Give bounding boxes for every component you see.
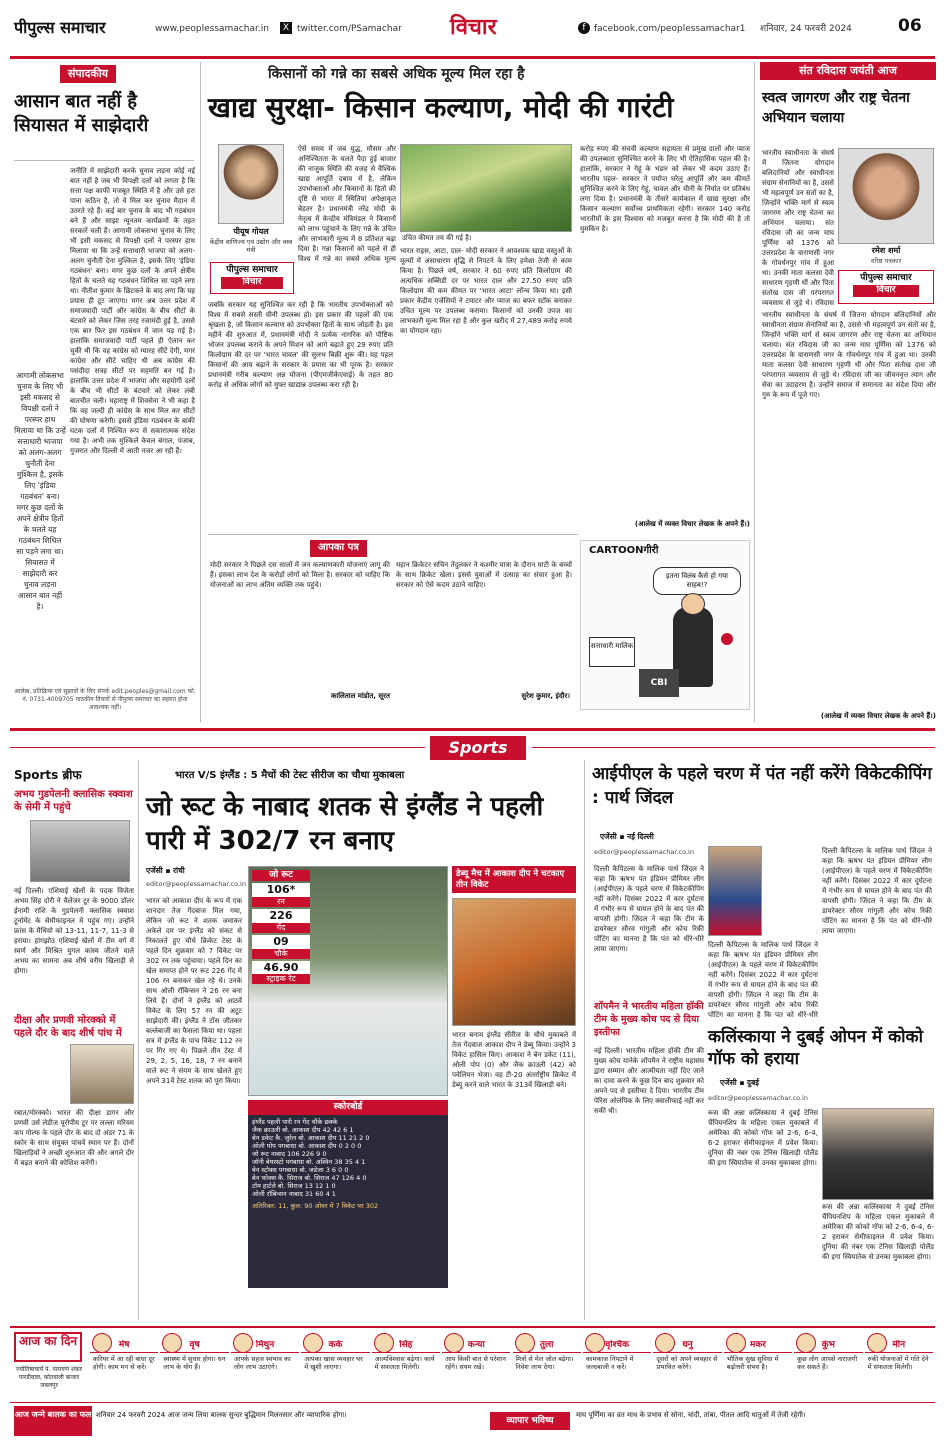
ipl-body-cont2: दिल्ली कैपिटल्स के मालिक पार्थ जिंदल ने कहा कि ऋषभ पंत इंडियन प्रीमियर लीग (आईपीएल) के पहले चरण में विकेटकीपिंग नहीं करेंगे। दिसंबर 2022 में कार दुर्घटना में गंभीर रूप से घायल होने के बाद पंत की वापसी होगी। जिंदल ने कहा कि टीम के डायरेक्टर सौरव गांगुली और कोच रिकी पोंटिंग का मानना है कि पंत को धीरे-धीरे लाया जाएगा। <box>822 847 932 935</box>
brief-2-headline: दीक्षा और प्रणवी मोरक्को में पहले दौर के बाद शीर्ष पांच में <box>14 1015 122 1039</box>
ipl-body: दिल्ली कैपिटल्स के मालिक पार्थ जिंदल ने कहा कि ऋषभ पंत इंडियन प्रीमियर लीग (आईपीएल) के पहले चरण में विकेटकीपिंग नहीं करेंगे। दिसंबर 2022 में कार दुर्घटना में गंभीर रूप से घायल होने के बाद पंत की वापसी होगी। जिंदल ने कहा कि टीम के डायरेक्टर सौरव गांगुली और कोच रिकी पोंटिंग का मानना है कि पंत को धीरे-धीरे लाया जाएगा। <box>594 865 704 953</box>
brief-1-headline: अभय गुडपेलनी क्लासिक स्क्वाश के सेमी में पहुंचे <box>14 789 133 813</box>
twitter-icon: X <box>280 22 292 34</box>
zodiac-text: आपके सहज स्वभाव का लोग लाभ उठाएंगे। <box>233 1355 291 1371</box>
lead-footer: (आलेख में व्यक्त विचार लेखक के अपने हैं।) <box>634 520 750 528</box>
letter-2-author: सुरेश कुमार, इंदौर। <box>521 692 570 700</box>
lead-photo-caption: उचित कीमत तय की गई है। <box>402 234 472 242</box>
scoreboard-row: ओली पोप पगबाधा बो. आकाश दीप 0 2 0 0 <box>252 1142 362 1151</box>
zodiac-text: आपका खास व्यवहार घर में खुशी लाएगा। <box>304 1355 363 1371</box>
letter-2: महान क्रिकेटर सचिन तेंदुलकर ने कश्मीर यात्रा के दौरान घाटी के बच्चों के साथ क्रिकेट खेला। इससे युवाओं में उत्साह का संचार हुआ है। सरकार को ऐसे कदम उठाने चाहिए। <box>396 561 572 589</box>
zodiac-text: कुछ लोग आपसे नाराजगी कर सकते हैं। <box>797 1355 858 1371</box>
zodiac-icon <box>585 1333 605 1353</box>
zodiac-name: कन्या <box>442 1340 510 1353</box>
scoreboard-row: अतिरिक्त: 11, कुल: 90 ओवर में 7 विकेट पर 302 <box>252 1202 379 1211</box>
zodiac-name: कर्क <box>301 1340 369 1353</box>
zodiac-name: वृष <box>160 1340 228 1353</box>
lead-headline: खाद्य सुरक्षा- किसान कल्याण, मोदी की गारंटी <box>208 91 674 124</box>
cartoon-speech: इतना विलंब कैसे हो गया साहब!? <box>653 567 741 595</box>
scoreboard-title: स्कोरबोर्ड <box>248 1100 448 1115</box>
cricket-byline: एजेंसी ▪ रांची <box>146 866 185 875</box>
right-body-cont: भारतीय स्वाधीनता के संघर्ष में जितना योगदान बलिदानियों और स्वाधीनता संग्राम सेनानियों का है, उससे भी महत्वपूर्ण उन संतों का है, जिन्होंने भक्ति मार्ग से स्वत्व जागरण और राष्ट्र चेतना का अभियान चलाया। संत रविदास जी का जन्म माघ पूर्णिमा को 1376 को उत्तरप्रदेश के वाराणसी नगर के गोवर्धनपुर गांव में हुआ था। उनकी माता कलसा देवी साधारण गृहणी थीं और पिता संतोख दास जी परंपरागत व्यवसाय से जुड़े थे। रविदास जी का जीवनवृत्त त्याग और सेवा का उदाहरण है। उन्होंने समाज में समानता का संदेश दिया और गुरु के रूप में पूजे गए। <box>762 311 936 399</box>
hockey-headline: शॉपमैन ने भारतीय महिला हॉकी टीम के मुख्य कोच पद से दिया इस्तीफा <box>594 1001 704 1038</box>
debut-body: भारत बनाम इंग्लैंड सीरीज के चौथे मुकाबले में तेज गेंदबाज आकाश दीप ने डेब्यू किया। उन्होंने 3 विकेट हासिल किए। आकाश ने बेन डकेट (11), ओली पोप (0) और जैक क्राउली (42) को पवेलियन भेजा। वह टी-20 अंतर्राष्ट्रीय क्रिकेट में डेब्यू करने वाले भारत के 313वें खिलाड़ी बने। <box>452 1031 576 1089</box>
section-title: विचार <box>450 15 497 40</box>
zodiac-icon <box>233 1333 253 1353</box>
right-headline: स्वत्व जागरण और राष्ट्र चेतना अभियान चलाया <box>762 90 910 126</box>
editorial-headline: आसान बात नहीं है सियासत में साझेदारी <box>14 91 149 136</box>
kalinskaya-photo <box>822 1108 934 1200</box>
zodiac-name: कुंभ <box>794 1340 862 1353</box>
zodiac-name: सिंह <box>372 1340 440 1353</box>
tennis-headline: कलिंस्काया ने दुबई ओपन में कोको गॉफ को हराया <box>708 1027 923 1069</box>
scoreboard-row: जैक क्राउली बो. आकाश दीप 42 42 6 1 <box>252 1126 354 1135</box>
right-paper-stamp <box>838 270 934 304</box>
zodiac-icon <box>867 1333 887 1353</box>
zodiac-icon <box>726 1333 746 1353</box>
zodiac-text: मित्रों से मेल जोल बढ़ेगा। निवेश लाभ देगा। <box>515 1355 574 1371</box>
zodiac-name: मेष <box>90 1340 158 1353</box>
tennis-email: editor@peoplessamachar.co.in <box>708 1094 808 1102</box>
masthead <box>0 0 945 60</box>
tennis-byline: एजेंसी ▪ दुबई <box>720 1078 759 1087</box>
cartoon-sign: सत्ताधारी मालिक <box>589 637 635 667</box>
zodiac-name: मीन <box>865 1340 933 1353</box>
page-number: 06 <box>898 16 922 36</box>
baby-text: शनिवार 24 फरवरी 2024 आज जन्म लिया बालक सुन्दर बुद्धिमान मिलनसार और व्यापारिक होगा। <box>96 1411 347 1419</box>
pant-photo <box>708 846 762 936</box>
brief-2-photo <box>70 1044 134 1104</box>
stat-sr-label: स्ट्राइक रेट <box>252 974 310 984</box>
zodiac-icon <box>444 1333 464 1353</box>
ipl-body-cont: दिल्ली कैपिटल्स के मालिक पार्थ जिंदल ने कहा कि ऋषभ पंत इंडियन प्रीमियर लीग (आईपीएल) के पहले चरण में विकेटकीपिंग नहीं करेंगे। दिसंबर 2022 में कार दुर्घटना में गंभीर रूप से घायल होने के बाद पंत की वापसी होगी। जिंदल ने कहा कि टीम के डायरेक्टर सौरव गांगुली और कोच रिकी पोंटिंग का मानना है कि पंत को धीरे-धीरे <box>708 941 818 1019</box>
stamp-paper-name: पीपुल्स समाचार <box>226 265 278 275</box>
zodiac-name: मिथुन <box>231 1340 299 1353</box>
cricket-kicker: भारत V/S इंग्लैंड : 5 मैचों की टेस्ट सीरीज का चौथा मुकाबला <box>175 770 405 781</box>
lead-col4: करोड़ रुपए की संचयी कल्याण सहायता से प्रमुख दालों और प्याज की उपलब्धता सुनिश्चित करने के लिए भी ऐतिहासिक पहल की है। हालांकि, सरकार ने गेहूं के भंडार को लेकर भी कदम उठाए हैं। भारतीय पहल- सरकार ने पर्याप्त घरेलू आपूर्ति और कम कीमतें सुनिश्चित करने के लिए गेहूं, चावल और चीनी के निर्यात पर प्रतिबंध लगा दिया है। प्रधानमंत्री के तीसरे कार्यकाल में खाद्य सुरक्षा और किसान कल्याण सर्वोच्च प्राथमिकता रहेगी। सरकार 140 करोड़ भारतीयों के इस विश्वास को मजबूत करना है कि मोदी की है तो मुमकिन है। <box>580 145 750 233</box>
cartoon-case: CBI <box>639 669 679 697</box>
right-stamp-section: विचार <box>853 285 919 296</box>
paper-logo: पीपुल्स समाचार <box>14 18 106 37</box>
right-author-name: रमेश शर्मा <box>871 246 901 255</box>
author-photo <box>218 144 284 224</box>
horoscope-title: आज का दिन <box>14 1332 82 1362</box>
brief-label: Sports ब्रीफ <box>14 768 82 782</box>
ipl-email: editor@peoplessamachar.co.in <box>594 848 694 856</box>
hockey-body: नई दिल्ली। भारतीय महिला हॉकी टीम की मुख्य कोच यानेके शॉपमैन ने राष्ट्रीय महासंघ द्वारा सम्मान और आत्मीयता नहीं दिए जाने का दावा करने के कुछ दिन बाद शुक्रवार को अपने पद से इस्तीफा दे दिया। भारतीय टीम पेरिस ओलंपिक के लिए क्वालीफाई नहीं कर सकी थी। <box>594 1047 704 1115</box>
scoreboard-row: इंग्लैंड पहली पारी रन गेंद चौके छक्के <box>252 1118 338 1127</box>
zodiac-text: दूसरों को अपने व्यवहार से प्रभावित करेंगे। <box>656 1355 718 1371</box>
facebook-link[interactable]: facebook.com/peoplessamachar1 <box>594 24 746 34</box>
brief-2-body: रबात/मोरक्को। भारत की दीक्षा डागर और प्रणवी उर्स लेडीज यूरोपीय टूर पर लल्ला मरियम कप गोल्फ के पहले दौर के बाद दो अंडर 71 के स्कोर के साथ संयुक्त पांचवें स्थान पर हैं। दोनों खिलाड़ियों ने अच्छी शुरुआत की और अगले दौर में बढ़त बनाने की कोशिश करेंगी। <box>14 1109 134 1167</box>
editorial-label: संपादकीय <box>60 65 116 83</box>
stat-balls-label: गेंद <box>252 923 310 933</box>
zodiac-name: धनु <box>653 1340 721 1353</box>
editorial-side-note: आगामी लोकसभा चुनाव के लिए भी इसी मकसद से विपक्षी दलों ने परस्पर हाथ मिलाया था कि उन्हें सत्ताधारी भाजपा को अलग-अलग चुनौती देना मुश्किल है, इसके लिए 'इंडिया गठबंधन' बना। मगर कुछ दलों के अपने क्षेत्रीय हितों के चलते यह गठबंधन शिथिल सा पड़ने लगा था। सियासत में साझेदारी कर चुनाव लड़ना आसान बात नहीं है। <box>14 371 66 611</box>
stat-fours-value: 09 <box>252 935 310 949</box>
editorial-footer: आलेख, प्रतिक्रिया एवं सुझावों के लिए संपर्क edit.peoples@gmail.com फो. नं. 0731-4009705 पाठकीय विचारों से पीपुल्स समाचार का सहमत होना आवश्यक नहीं। <box>14 688 196 711</box>
stat-sr-value: 46.90 <box>252 961 310 975</box>
astrologer: ज्योतिषाचार्य पं. नारायण शंकर पारडीवाल, कोतवाली बाजार जबलपुर <box>15 1366 83 1389</box>
zodiac-text: आप किसी बात से परेशान रहेंगे। संयम रखें। <box>445 1355 506 1371</box>
scoreboard-row: टॉम हार्टले बो. सिराज 13 12 1 0 <box>252 1182 336 1191</box>
tennis-body: रूस की अन्ना कलिंस्काया ने दुबई टेनिस चैंपियनशिप के महिला एकल मुकाबले में अमेरिका की कोको गॉफ को 2-6, 6-4, 6-2 हराकर सेमीफाइनल में प्रवेश किया। दुनिया की नंबर एक टेनिस खिलाड़ी पोलैंड की इगा स्वियातेक से उनका मुकाबला होगा। <box>708 1109 818 1167</box>
date: शनिवार, 24 फरवरी 2024 <box>760 24 852 34</box>
right-label: संत रविदास जयंती आज <box>760 62 936 80</box>
stat-fours-label: चौके <box>252 949 310 959</box>
facebook-icon: f <box>578 22 590 34</box>
zodiac-text: करियर में आ रही बाधा दूर होगी। काम मन से करें। <box>93 1355 155 1371</box>
zodiac-text: रुकी योजनाओं में गति देने में सफलता मिलेगी। <box>867 1355 929 1371</box>
zodiac-icon <box>374 1333 394 1353</box>
zodiac-text: कामकाज निपटाने में जल्दबाजी न करें। <box>585 1355 634 1371</box>
cartoon-figure <box>673 607 713 687</box>
baby-label: आज जन्मे बालक का फल <box>14 1406 92 1436</box>
ipl-headline: आईपीएल के पहले चरण में पंत नहीं करेंगे विकेटकीपिंग : पार्थ जिंदल <box>592 764 932 808</box>
cartoon <box>580 540 750 710</box>
letter-1-author: कालिताल मांडोत, सूरत <box>331 692 390 700</box>
letters-label: आपका पत्र <box>310 540 367 557</box>
author-role: केंद्रीय वाणिज्य एवं उद्योग और वस्त्र मंत्री <box>209 238 293 254</box>
debut-tag: डेब्यू मैच में आकाश दीप ने चटकाए तीन विकेट <box>452 866 576 893</box>
right-author-photo <box>838 148 934 244</box>
scoreboard <box>248 1100 448 1288</box>
cartoon-title: CARTOONगीरी <box>589 545 659 556</box>
paper-stamp <box>210 262 294 294</box>
twitter-link[interactable]: twitter.com/PSamachar <box>297 24 402 34</box>
microphone-icon <box>721 633 733 645</box>
zodiac-icon <box>515 1333 535 1353</box>
scoreboard-row: बेन फोक्स कै. सिराज बो. सिराज 47 126 4 0 <box>252 1174 367 1183</box>
akash-deep-photo <box>452 898 576 1026</box>
cricket-body: भारत को आकाश दीप के रूप में एक शानदार तेज गेंदबाज मिल गया, लेकिन जो रूट ने शतक जमाकर अकेले दम पर इंग्लैंड को संकट से निकालते हुए चौथे क्रिकेट टेस्ट के पहले दिन शुक्रवार को 7 विकेट पर 302 रन तक पहुंचाया। पहले दिन का खेल समाप्त होने पर रूट 226 गेंद में 106 रन बनाकर खेल रहे थे। उनके साथ ओली रॉबिन्सन ने 26 रन बना लिये हैं। दोनों ने इंग्लैंड को आठवें विकेट के लिए 57 रन की अटूट साझेदारी की। इंग्लैंड ने टॉस जीतकर बल्लेबाजी का फैसला किया था। पहला सत्र में इंग्लैंड के पांच विकेट 112 रन पर गिर गए थे। पिछले तीन टेस्ट में 29, 2, 5, 16, 18, 7 रन बनाने वाले रूट ने संयम के साथ खेलते हुए अपने 31वें टेस्ट शतक को पूरा किया। <box>146 897 242 1085</box>
lead-col1: ऐसे समय में जब युद्ध, मौसम और अनिश्चितता के चलते पैदा हुई बाजार की नाजुक स्थिति की वजह से वैश्विक खाद्य आपूर्ति दबाव में है, लेकिन उपभोक्ताओं और किसानों के हितों की दृष्टि से भारत में स्थितियां अपेक्षाकृत बेहतर है। प्रधानमंत्री नरेंद्र मोदी के नेतृत्व में केन्द्रीय मंत्रिमंडल ने किसानों को लाभ पहुंचाने के लिए गन्ने के उचित और लाभकारी मूल्य में 8 प्रतिशत बढ़ा दिया है। गन्ना किसानों को पहले से ही विश्व में गन्ने का सबसे अधिक मूल्य <box>298 145 396 263</box>
brief-1-body: नई दिल्ली। एशियाई खेलों के पदक विजेता अभय सिंह दोरी ने चैलेंजर टूर के 9000 डॉलर ईनामी राशि के गुडपेलनी क्लासिक स्क्वाश टूर्नामेंट के सेमीफाइनल में पहुंच गए। उन्होंने फ्रांस के मैथियो को 13-11, 11-7, 11-3 से हराया। हांगझोउ एशियाई खेलों में टीम वर्ग में स्वर्ण और मिश्रित युगल कांस्य जीतने वाले अभय का सामना अब शीर्ष वरीय खिलाड़ी से होगा। <box>14 887 134 975</box>
right-body: भारतीय स्वाधीनता के संघर्ष में जितना योगदान बलिदानियों और स्वाधीनता संग्राम सेनानियों का है, उससे भी महत्वपूर्ण उन संतों का है, जिन्होंने भक्ति मार्ग से स्वत्व जागरण और राष्ट्र चेतना का अभियान चलाया। संत रविदास जी का जन्म माघ पूर्णिमा को 1376 को उत्तरप्रदेश के वाराणसी नगर के गोवर्धनपुर गांव में हुआ था। उनकी माता कलसा देवी साधारण गृहणी थीं और पिता संतोख दास जी परंपरागत व्यवसाय से जुड़े थे। रविदास <box>762 149 834 307</box>
right-stamp-paper-name: पीपुल्स समाचार <box>860 273 912 283</box>
lead-col3: भारत राइस, आटा, दाल- मोदी सरकार ने आवश्यक खाद्य वस्तुओं के मूल्यों में असाधारण वृद्धि से निपटने के लिए हमेशा तेजी से काम किया है। पिछले वर्ष, सरकार ने 60 रुपए प्रति किलोग्राम की अत्यधिक सब्सिडी दर पर भारत दाल और 27.50 रुपए प्रति किलोग्राम की कम कीमत पर 'भारत आटा' लॉन्च किया था। इसी प्रकार केंद्रीय एजेंसियों ने टमाटर और प्याज का बफर स्टॉक बनाकर उचित मूल्य पर उपलब्ध कराया। किसानों को उनकी उपज का लाभकारी मूल्य मिल रहा है और कुल खरीद में 27,489 करोड़ रुपये का योगदान रहा। <box>400 247 572 335</box>
cricket-email: editor@peoplessamachar.co.in <box>146 880 246 888</box>
editorial-body: जनीति में साझेदारी करके चुनाव लड़ना कोई नई बात नहीं है जब भी विपक्षी दलों को लगता है कि सत्ता पक्ष काफी मजबूत स्थिति में है और उसे हरा पाना कठिन है, तो वे मिल कर चुनाव मैदान में उतरते रहे हैं। कई बार चुनाव के बाद भी गठबंधन बने हैं और साझा न्यूनतम कार्यक्रमों के तहत सरकारें चली हैं। आगामी लोकसभा चुनाव के लिए भी इसी मकसद से विपक्षी दलों ने परस्पर हाथ मिलाया था कि उन्हें सत्ताधारी भाजपा को अलग-अलग चुनौती देना मुश्किल है, इसके लिए 'इंडिया गठबंधन' बना। मगर कुछ दलों के अपने क्षेत्रीय हितों के चलते यह गठबंधन शिथिल सा पड़ने लगा था। नीतीश कुमार के छिटकने के बाद लगा कि यह प्रयास ही टूट जाएगा। मगर अब उत्तर प्रदेश में समाजवादी पार्टी और कांग्रेस के बीच सीटों के बंटवारे को लेकर जिस तरह रजामंदी हुई है, उससे एक बार फिर इस गठबंधन में जान पड़ गई है। हालांकि समाजवादी पार्टी पहले ही ऐलान कर चुकी थी कि वह कांग्रेस को ग्यारह सीटें देगी, मगर कांग्रेस और सीटें चाहिए थी अब कांग्रेस की पसंदीदा सत्रह सीटों पर सहमति बन गई है। हालांकि उत्तर प्रदेश में भाजपा और सहयोगी दलों के बीच भी सीटों के बंटवारे को लेकर लंबी बातचीत चली। महाराष्ट्र में शिवसेना ने भी कहा है कि वह जल्दी ही कांग्रेस के साथ मिल कर सीटों की घोषणा करेगी। इससे इंडिया गठबंधन के बाकी घटक दलों में निश्चित रूप से सकारात्मक संदेश गया है। अभी तक मुश्किलें केवल बंगाल, पंजाब, गुजरात और दिल्ली में आती नजर आ रही हैं। <box>70 167 195 455</box>
scoreboard-row: बेन डकेट कै. जुरेल बो. आकाश दीप 11 21 2 0 <box>252 1134 370 1143</box>
lead-kicker: किसानों को गन्ने का सबसे अधिक मूल्य मिल रहा है <box>268 66 525 82</box>
stat-balls-value: 226 <box>252 909 310 923</box>
zodiac-name: मकर <box>724 1340 792 1353</box>
zodiac-text: आत्मविश्वास बढ़ेगा। कार्य में सफलता मिलेगी। <box>374 1355 435 1371</box>
zodiac-name: तुला <box>513 1340 581 1353</box>
right-footer: (आलेख में व्यक्त विचार लेखक के अपने हैं।) <box>820 712 936 720</box>
lead-photo <box>400 144 572 232</box>
business-label: व्यापार भविष्य <box>490 1412 570 1430</box>
tennis-body-cont: रूस की अन्ना कलिंस्काया ने दुबई टेनिस चैंपियनशिप के महिला एकल मुकाबले में अमेरिका की कोको गॉफ को 2-6, 6-4, 6-2 हराकर सेमीफाइनल में प्रवेश किया। दुनिया की नंबर एक टेनिस खिलाड़ी पोलैंड की इगा स्वियातेक से उनका मुकाबला होगा। <box>822 1203 934 1261</box>
ipl-byline: एजेंसी ▪ नई दिल्ली <box>600 832 654 841</box>
lead-col2: जबकि सरकार यह सुनिश्चित कर रही है कि भारतीय उपभोक्ताओं को विश्व में सबसे सस्ती चीनी उपलब्ध हो। इस प्रकार की पहलों की एक श्रृंखला है, जो किसान कल्याण को उपभोक्ता हितों के साथ जोड़ती है। इस महीने की शुरुआत में, प्रधानमंत्री मोदी ने प्रत्येक नागरिक को पौष्टिक भोजन उपलब्ध कराने के अपने मिशन को आगे बढ़ाते हुए 29 रुपए प्रति किलोग्राम की दर पर 'भारत चावल' की सुलभ बिक्री शुरू की। यह पहल किसानों की आय बढ़ाने के सरकार के प्रयास का भी पूरक है। सरकार प्रधानमंत्री गरीब कल्याण अन्न योजना (पीएमजीकेएवाई) के तहत 80 करोड़ से अधिक लोगों को मुफ्त खाद्यान्न उपलब्ध करा रही है। <box>208 301 393 389</box>
author-name: पीयूष गोयल <box>233 227 269 236</box>
brief-1-photo <box>30 820 130 882</box>
scoreboard-row: ओली रॉबिन्सन नाबाद 31 60 4 1 <box>252 1190 336 1199</box>
zodiac-name: वृश्चिक <box>583 1340 651 1353</box>
zodiac-text: भौतिक सुख सुविधा में बढ़ोत्तरी संभव है। <box>726 1355 779 1371</box>
scoreboard-row: जो रूट नाबाद 106 226 9 0 <box>252 1150 327 1159</box>
scoreboard-row: बेन स्टोक्स पगबाधा बो. जडेजा 3 6 0 0 <box>252 1166 349 1175</box>
stamp-section: विचार <box>221 277 283 288</box>
cartoon-head <box>681 593 705 615</box>
zodiac-text: स्वास्थ्य में सुधार होगा। धन लाभ के योग हैं। <box>163 1355 226 1371</box>
right-author-role: वरिष्ठ पत्रकार <box>870 257 902 265</box>
stat-runs-value: 106* <box>252 883 310 897</box>
sports-banner: Sports <box>430 736 526 760</box>
root-stats <box>252 870 310 984</box>
website-link[interactable]: www.peoplessamachar.in <box>155 24 269 34</box>
cricket-headline: जो रूट के नाबाद शतक से इंग्लैंड ने पहली पारी में 302/7 रन बनाए <box>146 792 544 856</box>
business-text: माघ पूर्णिमा का व्रत माध के प्रभाव से सोना, चांदी, तांबा, पीतल आदि धातुओं में तेजी रहेगी। <box>576 1411 806 1419</box>
letter-1: मोदी सरकार ने पिछले दस सालों में जन कल्याणकारी योजनाएं लागू की हैं। इसका लाभ देश के करोड़ों लोगों को मिला है। सरकार को चाहिए कि योजनाओं का लाभ अंतिम व्यक्ति तक पहुंचे। <box>210 561 390 589</box>
stats-title: जो रूट <box>252 870 310 881</box>
stat-runs-label: रन <box>252 897 310 907</box>
scoreboard-row: जॉनी बेयरस्टो पगबाधा बो. अश्विन 38 35 4 1 <box>252 1158 366 1167</box>
zodiac-icon <box>92 1333 112 1353</box>
